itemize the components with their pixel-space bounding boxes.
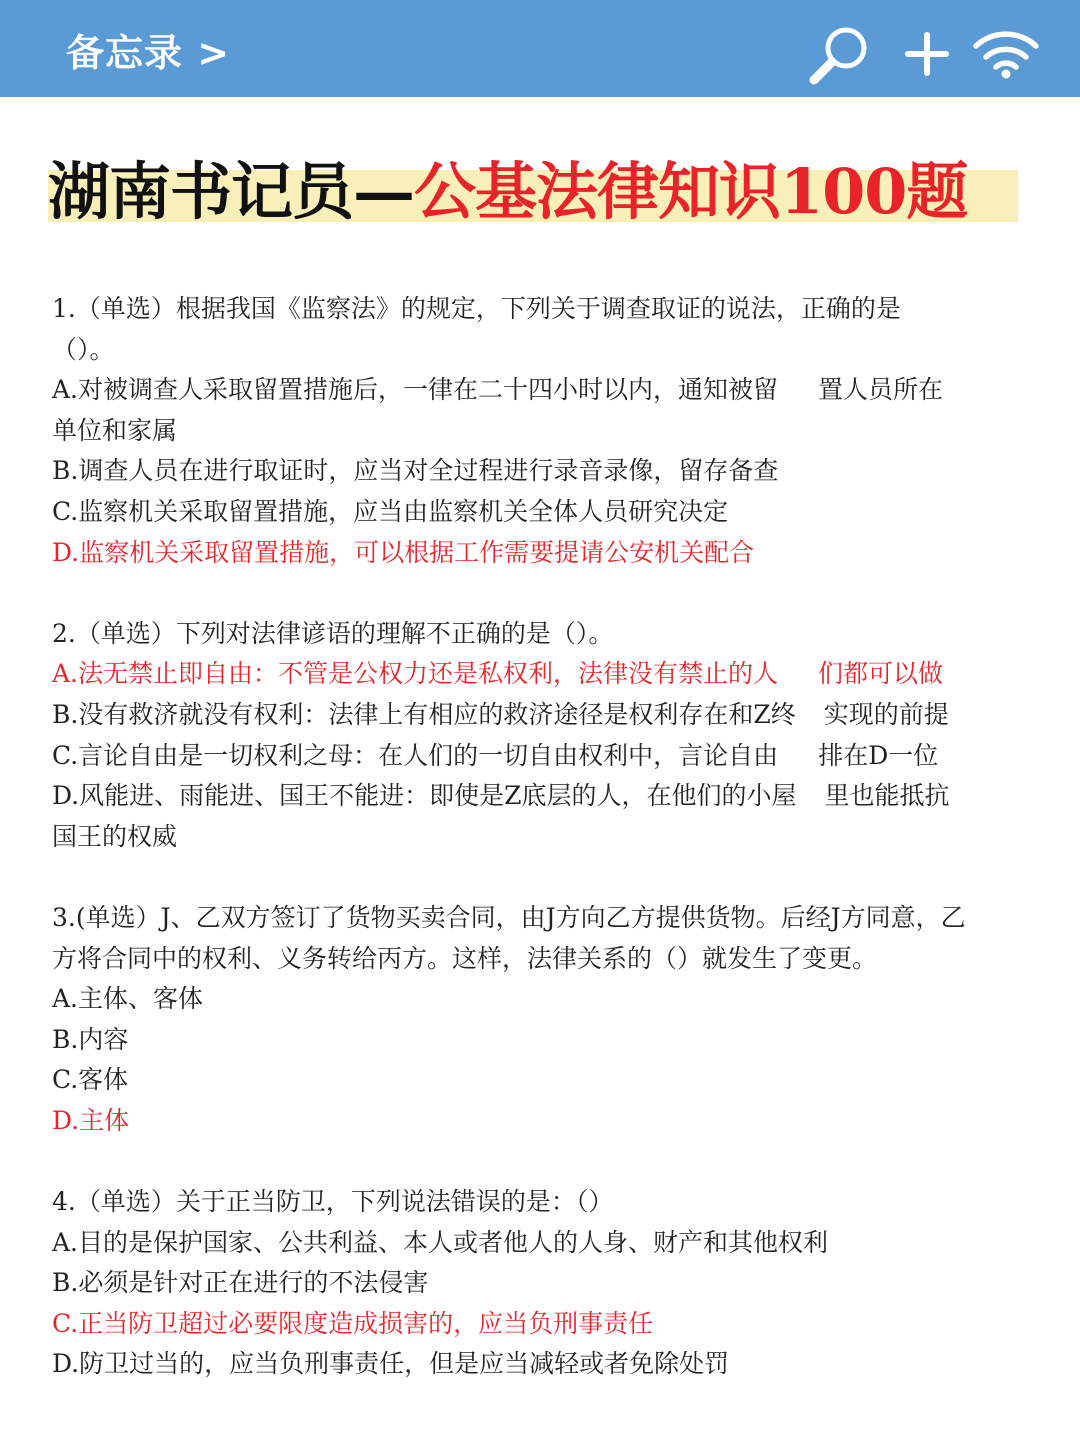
option-text: B.没有救济就没有权利：法律上有相应的救济途径是权利存在和Z终 bbox=[52, 699, 796, 729]
question-1 bbox=[52, 289, 1032, 573]
option-text: A.对被调查人采取留置措施后，一律在二十四小时以内，通知被留 bbox=[52, 375, 779, 405]
option-d: D.防卫过当的，应当负刑事责任，但是应当减轻或者免除处罚 bbox=[52, 1349, 730, 1379]
option-b: B.调查人员在进行取证时，应当对全过程进行录音录像，留存备查 bbox=[52, 456, 779, 486]
question-stem-cont: （）。 bbox=[52, 334, 115, 364]
option-a: A.主体、客体 bbox=[52, 984, 204, 1014]
option-a-cont: 单位和家属 bbox=[52, 415, 178, 445]
question-4 bbox=[52, 1182, 1032, 1385]
option-a-answer bbox=[52, 654, 1032, 695]
option-text-cont: 实现的前提 bbox=[823, 699, 949, 729]
option-a: A.目的是保护国家、公共利益、本人或者他人的人身、财产和其他权利 bbox=[52, 1227, 829, 1257]
page-title bbox=[48, 152, 967, 232]
option-d-cont: 国王的权威 bbox=[52, 821, 178, 851]
title-part-black: 湖南书记员— bbox=[48, 155, 415, 228]
page-heading bbox=[48, 152, 1020, 232]
option-b: B.必须是针对正在进行的不法侵害 bbox=[52, 1268, 429, 1298]
option-c bbox=[52, 736, 1032, 777]
question-stem: 4.（单选）关于正当防卫，下列说法错误的是：（） bbox=[52, 1187, 614, 1217]
search-icon[interactable] bbox=[808, 24, 872, 86]
option-text-cont: 里也能抵抗 bbox=[824, 781, 950, 811]
option-text-cont: 置人员所在 bbox=[818, 375, 944, 405]
question-stem: 2.（单选）下列对法律谚语的理解不正确的是（）。 bbox=[52, 618, 614, 648]
question-2 bbox=[52, 614, 1032, 858]
option-text: A.法无禁止即自由：不管是公权力还是私权利，法律没有禁止的人 bbox=[52, 659, 779, 689]
option-b: B.内容 bbox=[52, 1024, 129, 1054]
question-stem: 1.（单选）根据我国《监察法》的规定，下列关于调查取证的说法，正确的是 bbox=[52, 294, 901, 323]
question-list bbox=[52, 289, 1032, 1385]
question-stem-cont: 方将合同中的权利、义务转给丙方。这样，法律关系的（）就发生了变更。 bbox=[52, 943, 878, 973]
question-3 bbox=[52, 898, 1032, 1142]
option-c: C.监察机关采取留置措施，应当由监察机关全体人员研究决定 bbox=[52, 496, 729, 526]
option-d bbox=[52, 776, 1032, 817]
wifi-icon bbox=[972, 28, 1040, 80]
option-text: D.风能进、雨能进、国王不能进：即使是Z底层的人，在他们的小屋 bbox=[52, 781, 797, 811]
option-d-answer: D.主体 bbox=[52, 1105, 130, 1135]
option-text: C.言论自由是一切权利之母：在人们的一切自由权利中，言论自由 bbox=[52, 740, 779, 770]
plus-icon[interactable] bbox=[904, 32, 950, 76]
option-text-cont: 们都可以做 bbox=[818, 659, 944, 689]
option-a bbox=[52, 370, 1032, 411]
option-c-answer: C.正当防卫超过必要限度造成损害的，应当负刑事责任 bbox=[52, 1308, 654, 1338]
title-part-red: 公基法律知识100题 bbox=[414, 155, 968, 228]
option-d-answer: D.监察机关采取留置措施，可以根据工作需要提请公安机关配合 bbox=[52, 537, 755, 567]
option-text-cont: 排在D一位 bbox=[818, 740, 939, 770]
back-to-notes-link[interactable]: 备忘录 > bbox=[66, 31, 231, 75]
option-c: C.客体 bbox=[52, 1065, 129, 1095]
option-b bbox=[52, 695, 1032, 736]
question-stem: 3.(单选）J、乙双方签订了货物买卖合同，由J方向乙方提供货物。后经J方同意，乙 bbox=[52, 902, 966, 932]
top-bar bbox=[0, 0, 1080, 97]
